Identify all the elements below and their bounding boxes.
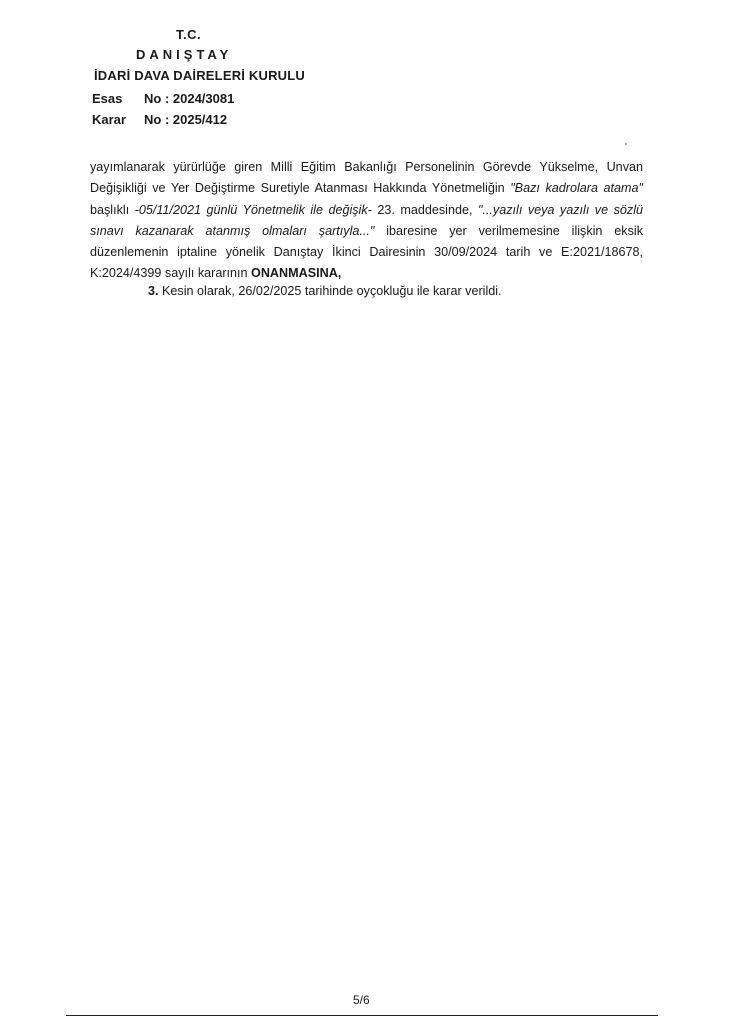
court-name: DANIŞTAY	[136, 47, 233, 62]
republic-abbreviation: T.C.	[176, 27, 202, 42]
chamber-name: İDARİ DAVA DAİRELERİ KURULU	[94, 68, 305, 83]
karar-row	[92, 112, 227, 127]
page-number: 5/6	[353, 993, 370, 1007]
scan-speck	[625, 143, 627, 145]
quoted-phrase: "...yazılı veya yazılı ve sözlü sınavı kazanarak atanmış olmaları şartıyla..."	[90, 202, 644, 238]
decision-body	[90, 157, 643, 285]
karar-label: Karar	[92, 112, 126, 127]
paragraph-text-d: ibaresine yer verilmemesine ilişkin eksik düzenlemenin iptaline yönelik Danıştay İkinci Dairesinin 30/09/2024 tarih ve E:2021/18678, K:2024/4399 sayılı kararının	[90, 223, 643, 281]
item-number: 3.	[148, 284, 159, 298]
paragraph-text-b: başlıklı	[90, 202, 135, 217]
ruling-keyword: ONANMASINA,	[251, 266, 342, 281]
esas-number: No : 2024/3081	[144, 91, 235, 106]
item-text: Kesin olarak, 26/02/2025 tarihinde oyçokluğu ile karar verildi.	[158, 284, 502, 298]
ruling-item-3	[148, 284, 502, 298]
karar-number: No : 2025/412	[144, 112, 228, 127]
amendment-note: -05/11/2021 günlü Yönetmelik ile değişik-	[134, 202, 372, 217]
paragraph-text-c: 23. maddesinde,	[371, 202, 478, 217]
quoted-article-title: "Bazı kadrolara atama"	[510, 181, 643, 196]
decision-paragraph	[90, 157, 643, 285]
footer-rule	[66, 1015, 658, 1016]
esas-label: Esas	[92, 91, 123, 106]
esas-row	[92, 91, 234, 106]
paragraph-text-a: yayımlanarak yürürlüğe giren Milli Eğitim Bakanlığı Personelinin Görevde Yükselme, Unvan Değişikliği ve Yer Değiştirme Suretiyle Atanması Hakkında Yönetmeliğin	[90, 160, 643, 196]
